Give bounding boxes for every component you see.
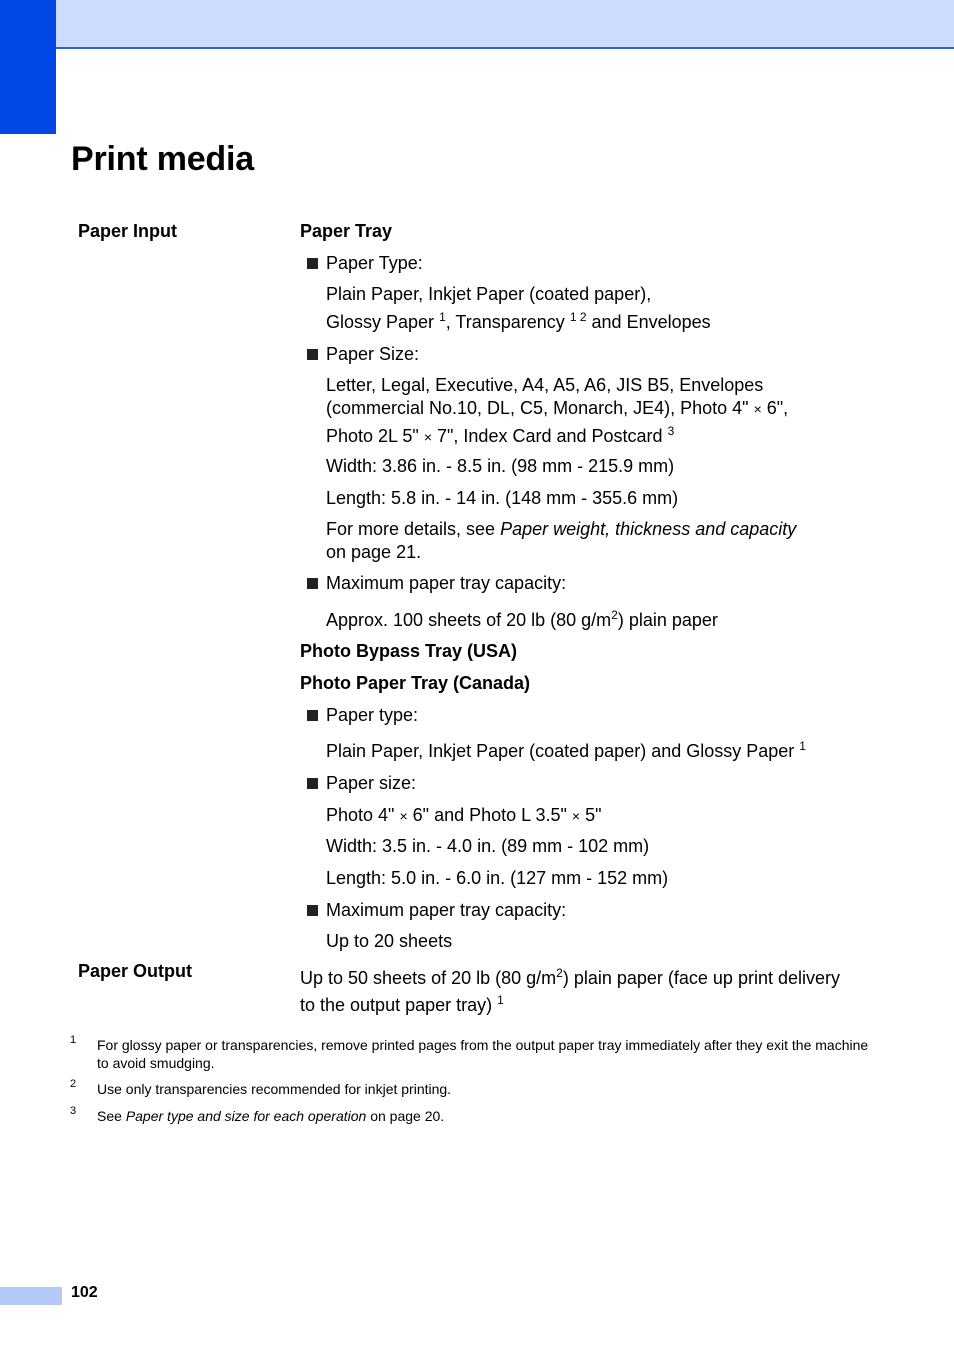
photo-bypass-heading: Photo Bypass Tray (USA) [300,641,518,661]
capacity-value: Approx. 100 sheets of 20 lb (80 $g/m^2$) plain paper [326,608,718,630]
footnote-ref[interactable]: 1 2 [569,310,587,324]
header-band [0,0,954,49]
paper-width: Width: 3.86 in. - 8.5 in. (98 mm - 215.9 mm) [326,456,675,476]
bullet-square-icon [307,710,318,721]
footnote-2: 2 Use only transparencies recommended for inkjet printing. [70,1078,452,1097]
bullet-square-icon [307,778,318,789]
bullet-square-icon [307,349,318,360]
paper-output-value: Up to 50 sheets of 20 lb (80 $g/m^2$) plain paper (face up print delivery to the output paper tray) $^1$ [300,966,840,1015]
chapter-tab [0,0,56,134]
bullet-square-icon [307,258,318,269]
photo-size-item: Paper size: [300,772,416,795]
paper-size-value: Letter, Legal, Executive, A4, A5, A6, JIS B5, Envelopes (commercial No.10, DL, C5, Monarch, JE4), Photo 4" × 6", Photo 2L 5" × 7", Index Card and Postcard $^3$ [326,375,789,446]
footnote-1: 1 For glossy paper or transparencies, remove printed pages from the output paper tray immediately after they exit the machine to avoid smudging. [70,1034,869,1071]
page-title: Print media [71,140,254,178]
paper-size-item: Paper Size: [300,343,419,366]
photo-capacity-item: Maximum paper tray capacity: [300,899,566,922]
paper-length: Length: 5.8 in. - 14 in. (148 mm - 355.6 mm) [326,488,679,508]
bullet-square-icon [307,578,318,589]
footnote-ref[interactable]: 3 [667,424,675,438]
paper-weight-link[interactable]: Paper weight, thickness and capacity [500,519,797,539]
paper-type-value: Plain Paper, Inkjet Paper (coated paper), Glossy Paper $^1$, Transparency $^{1 2}$ and Envelopes [326,284,711,332]
paper-type-item: Paper Type: [300,252,423,275]
paper-input-label: Paper Input [78,221,178,241]
capacity-item: Maximum paper tray capacity: [300,572,566,595]
photo-width: Width: 3.5 in. - 4.0 in. (89 mm - 102 mm) [326,836,650,856]
paper-output-label: Paper Output [78,961,193,981]
page-number-band [0,1287,62,1305]
photo-length: Length: 5.0 in. - 6.0 in. (127 mm - 152 mm) [326,868,669,888]
footnote-ref[interactable]: 1 [497,993,504,1007]
photo-capacity-value: Up to 20 sheets [326,931,453,951]
paper-type-size-link[interactable]: Paper type and size for each operation [125,1108,367,1124]
footnote-3: 3 See Paper type and size for each operation on page 20. [70,1105,445,1124]
bullet-square-icon [307,905,318,916]
photo-size-value: Photo 4" × 6" and Photo L 3.5" × 5" [326,805,602,825]
page-number: 102 [71,1284,98,1301]
photo-type-item: Paper type: [300,704,418,727]
paper-details: For more details, see Paper weight, thickness and capacity on page 21. [326,519,797,562]
photo-type-value: Plain Paper, Inkjet Paper (coated paper) and Glossy Paper $^1$ [326,739,806,761]
footnote-ref[interactable]: 1 [439,310,446,324]
footnote-ref[interactable]: 1 [799,739,806,753]
photo-paper-tray-heading: Photo Paper Tray (Canada) [300,673,531,693]
paper-tray-heading: Paper Tray [300,221,393,241]
